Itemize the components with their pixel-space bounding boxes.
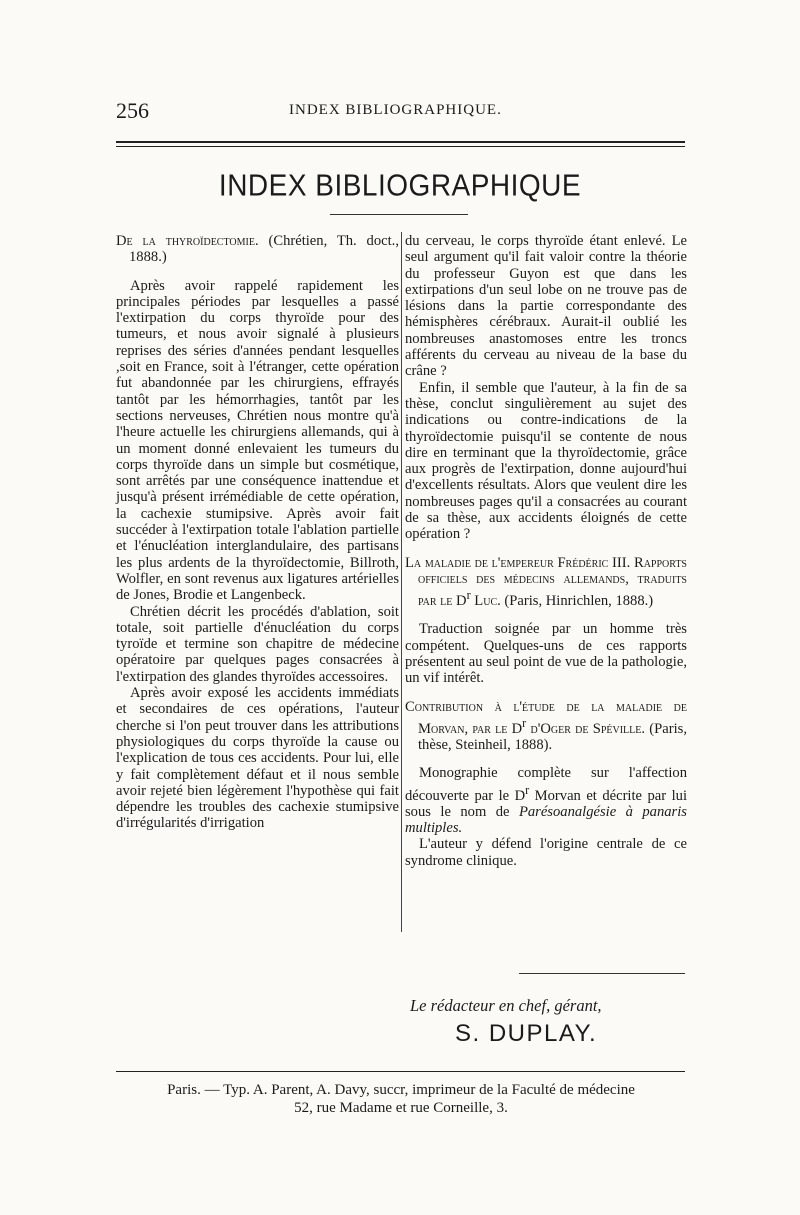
bottom-rule [116, 1071, 685, 1072]
imprint-line-1: Paris. — Typ. A. Parent, A. Davy, succr, imprimeur de la Faculté de médecine [167, 1082, 635, 1098]
entry-paragraph: L'auteur y défend l'origine centrale de ce syndrome clinique. [405, 836, 687, 869]
editor-name: S. DUPLAY. [455, 1020, 598, 1047]
entry-paragraph: du cerveau, le corps thyroïde étant enlevé. Le seul argument qu'il fait valoir contre la théorie du professeur Guyon est que dans les extirpations d'un seul lobe on ne trouve pas de lésions dans la partie correspondante des hémisphères cérébraux. Aurait-il oublié les nombreuses anastomoses entre les troncs afférents du cerveau au niveau de la base du crâne ? [405, 233, 687, 380]
main-title: INDEX BIBLIOGRAPHIQUE [218, 168, 582, 203]
entry-heading-thyroidectomie: De la thyroïdectomie. (Chrétien, Th. doct., 1888.) [116, 233, 399, 266]
right-column [405, 233, 687, 869]
left-column [116, 233, 399, 832]
entry-paragraph: Après avoir exposé les accidents immédiats et secondaires de ces opérations, l'auteur cherche si l'on peut trouver dans les attributions physiologiques du corps thyroïde la cause ou l'explication de tous ces accidents. Pour lui, elle y fait complètement défaut et il nous semble avoir rejeté bien légèrement l'hypothèse qui fait dépendre les troubles des cachexie stumipsive d'irrégularités d'irrigation [116, 685, 399, 832]
entry-paragraph: Chrétien décrit les procédés d'ablation, soit totale, soit partielle d'énucléation du corps tyroïde et termine son chapitre de médecine opératoire par quelques pages consacrées à l'extirpation des glandes thyroïdes accessoires. [116, 603, 399, 685]
top-rule-thin [116, 146, 685, 147]
entry-heading-morvan: Contribution à l'étude de la maladie de Morvan, par le $D^r$ d'Oger de Spéville. (Paris, thèse, Steinheil, 1888). [405, 698, 687, 754]
title-underline [330, 214, 468, 215]
imprint-line-2: 52, rue Madame et rue Corneille, 3. [294, 1100, 508, 1116]
entry-body-morvan: Monographie complète sur l'affection découverte par le $D^r$ Morvan et décrite par lui sous le nom de Parésoanalgésie à panaris multiples. [405, 765, 687, 837]
entry-body-thyroidectomie: Après avoir rappelé rapidement les principales périodes par lesquelles a passé l'extirpation du corps thyroïde pour des tumeurs, et nous avoir signalé à plusieurs reprises des séries d'années pendant lesquelles ,soit en France, soit à l'étranger, cette opération fut abandonnée par les chirurgiens, effrayés tantôt par les hémorrhagies, tantôt par les sections nerveuses, Chrétien nous montre qu'à l'heure actuelle les chirurgiens allemands, qui à un moment donné enlevaient les tumeurs du corps thyroïde dans un simple but cosmétique, sont arrêtés par une conséquence inattendue et jusqu'à présent irrémédiable de cette opération, la cachexie stumipsive. Après avoir fait succéder à l'extirpation totale l'ablation partielle et l'énucléation interglandulaire, des partisans les plus ardents de la thyroïdectomie, Billroth, Wolfler, en sont revenus aux ligatures artérielles de Jones, Brodie et Langenbeck. [116, 277, 399, 604]
editor-signature-line: Le rédacteur en chef, gérant, [410, 996, 602, 1015]
column-divider [401, 232, 402, 932]
entry-paragraph: Enfin, il semble que l'auteur, à la fin de sa thèse, conclut singulièrement au sujet des indications ou contre-indications de la thyroïdectomie puisqu'il se contente de nous dire en terminant que la thyroïdectomie, grâce aux progrès de l'extirpation, donne aujourd'hui d'excellents résultats. Alors que veulent dire les nombreuses pages qu'il a consacrées au courant de sa thèse, aux accidents éloignés de cette opération ? [405, 379, 687, 543]
entry-heading-frederic: La maladie de l'empereur Frédéric III. Rapports officiels des médecins allemands, traduits par le $D^r$ Luc. (Paris, Hinrichlen, 1888.) [405, 554, 687, 610]
entry-body-frederic: Traduction soignée par un homme très compétent. Quelques-uns de ces rapports présentent au seul point de vue de la pathologie, un vif intérêt. [405, 621, 687, 687]
signature-rule [519, 973, 685, 974]
running-title: INDEX BIBLIOGRAPHIQUE. [289, 102, 502, 118]
page-number: 256 [116, 98, 149, 123]
top-rule-thick [116, 141, 685, 143]
